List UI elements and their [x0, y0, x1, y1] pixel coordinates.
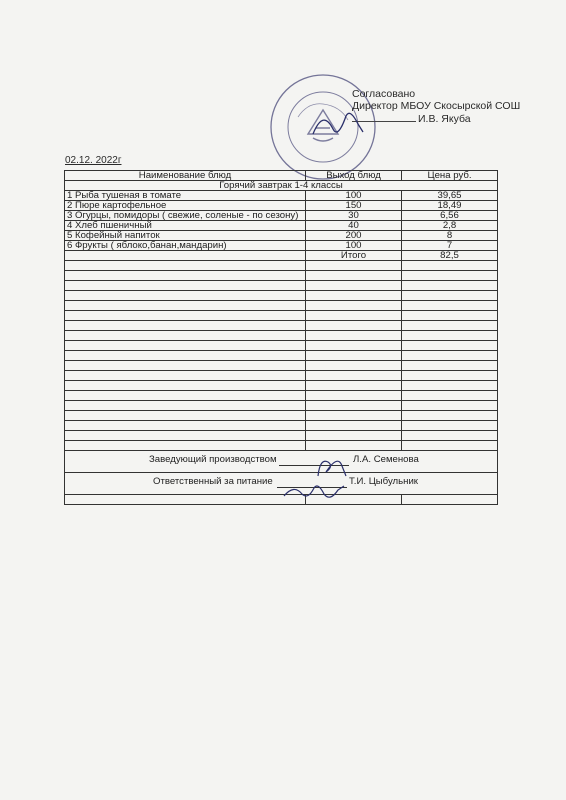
- col-header-price: Цена руб.: [402, 171, 498, 181]
- empty-row: [65, 281, 498, 291]
- col-header-output: Выход блюд: [306, 171, 402, 181]
- approval-block: [352, 88, 520, 125]
- responsible-label: Ответственный за питание: [153, 476, 273, 487]
- item-price: 7: [402, 241, 498, 251]
- item-price: 2,8: [402, 221, 498, 231]
- col-header-name: Наименование блюд: [65, 171, 306, 181]
- total-label: Итого: [306, 251, 402, 261]
- director-signature: [308, 104, 368, 144]
- manager-name: Л.А. Семенова: [353, 454, 419, 465]
- approval-director-name: И.В. Якуба: [418, 113, 471, 125]
- item-output: 150: [306, 201, 402, 211]
- document-date: 02.12. 2022г: [65, 155, 122, 166]
- total-value: 82,5: [402, 251, 498, 261]
- item-output: 100: [306, 191, 402, 201]
- item-output: 200: [306, 231, 402, 241]
- empty-row: [65, 421, 498, 431]
- section-row: [65, 181, 498, 191]
- item-output: 100: [306, 241, 402, 251]
- item-price: 8: [402, 231, 498, 241]
- empty-row: [65, 321, 498, 331]
- table-header-row: [65, 171, 498, 181]
- item-name: 3 Огурцы, помидоры ( свежие, соленые - по сезону): [65, 211, 306, 221]
- item-price: 18,49: [402, 201, 498, 211]
- section-title: Горячий завтрак 1-4 классы: [65, 181, 498, 191]
- empty-row: [65, 361, 498, 371]
- item-price: 6,56: [402, 211, 498, 221]
- total-row: [65, 251, 498, 261]
- item-output: 30: [306, 211, 402, 221]
- table-row: [65, 241, 498, 251]
- approval-director: Директор МБОУ Скосырской СОШ: [352, 100, 521, 112]
- empty-row: [65, 401, 498, 411]
- manager-label: Заведующий производством: [149, 454, 277, 465]
- table-row: [65, 231, 498, 241]
- item-name: 4 Хлеб пшеничный: [65, 221, 306, 231]
- approval-agreed: Согласовано: [352, 88, 416, 100]
- empty-row: [65, 391, 498, 401]
- table-row: [65, 211, 498, 221]
- empty-row: [65, 301, 498, 311]
- empty-row: [65, 351, 498, 361]
- item-name: 1 Рыба тушеная в томате: [65, 191, 306, 201]
- table-row: [65, 201, 498, 211]
- empty-row: [65, 441, 498, 451]
- empty-row: [65, 261, 498, 271]
- menu-table: [64, 170, 498, 505]
- responsible-name: Т.И. Цыбульник: [349, 476, 419, 487]
- empty-row: [65, 341, 498, 351]
- table-row: [65, 191, 498, 201]
- signature-row-manager: [65, 451, 498, 473]
- empty-cell: [65, 251, 306, 261]
- empty-row: [65, 431, 498, 441]
- empty-row: [65, 311, 498, 321]
- empty-row: [65, 411, 498, 421]
- responsible-signature: [280, 480, 348, 506]
- empty-row: [65, 271, 498, 281]
- item-output: 40: [306, 221, 402, 231]
- item-name: 5 Кофейный напиток: [65, 231, 306, 241]
- manager-signature: [312, 452, 352, 480]
- empty-row: [65, 291, 498, 301]
- table-row: [65, 221, 498, 231]
- empty-row: [65, 331, 498, 341]
- empty-row: [65, 381, 498, 391]
- empty-row: [65, 371, 498, 381]
- item-price: 39,65: [402, 191, 498, 201]
- item-name: 2 Пюре картофельное: [65, 201, 306, 211]
- item-name: 6 Фрукты ( яблоко,банан,мандарин): [65, 241, 306, 251]
